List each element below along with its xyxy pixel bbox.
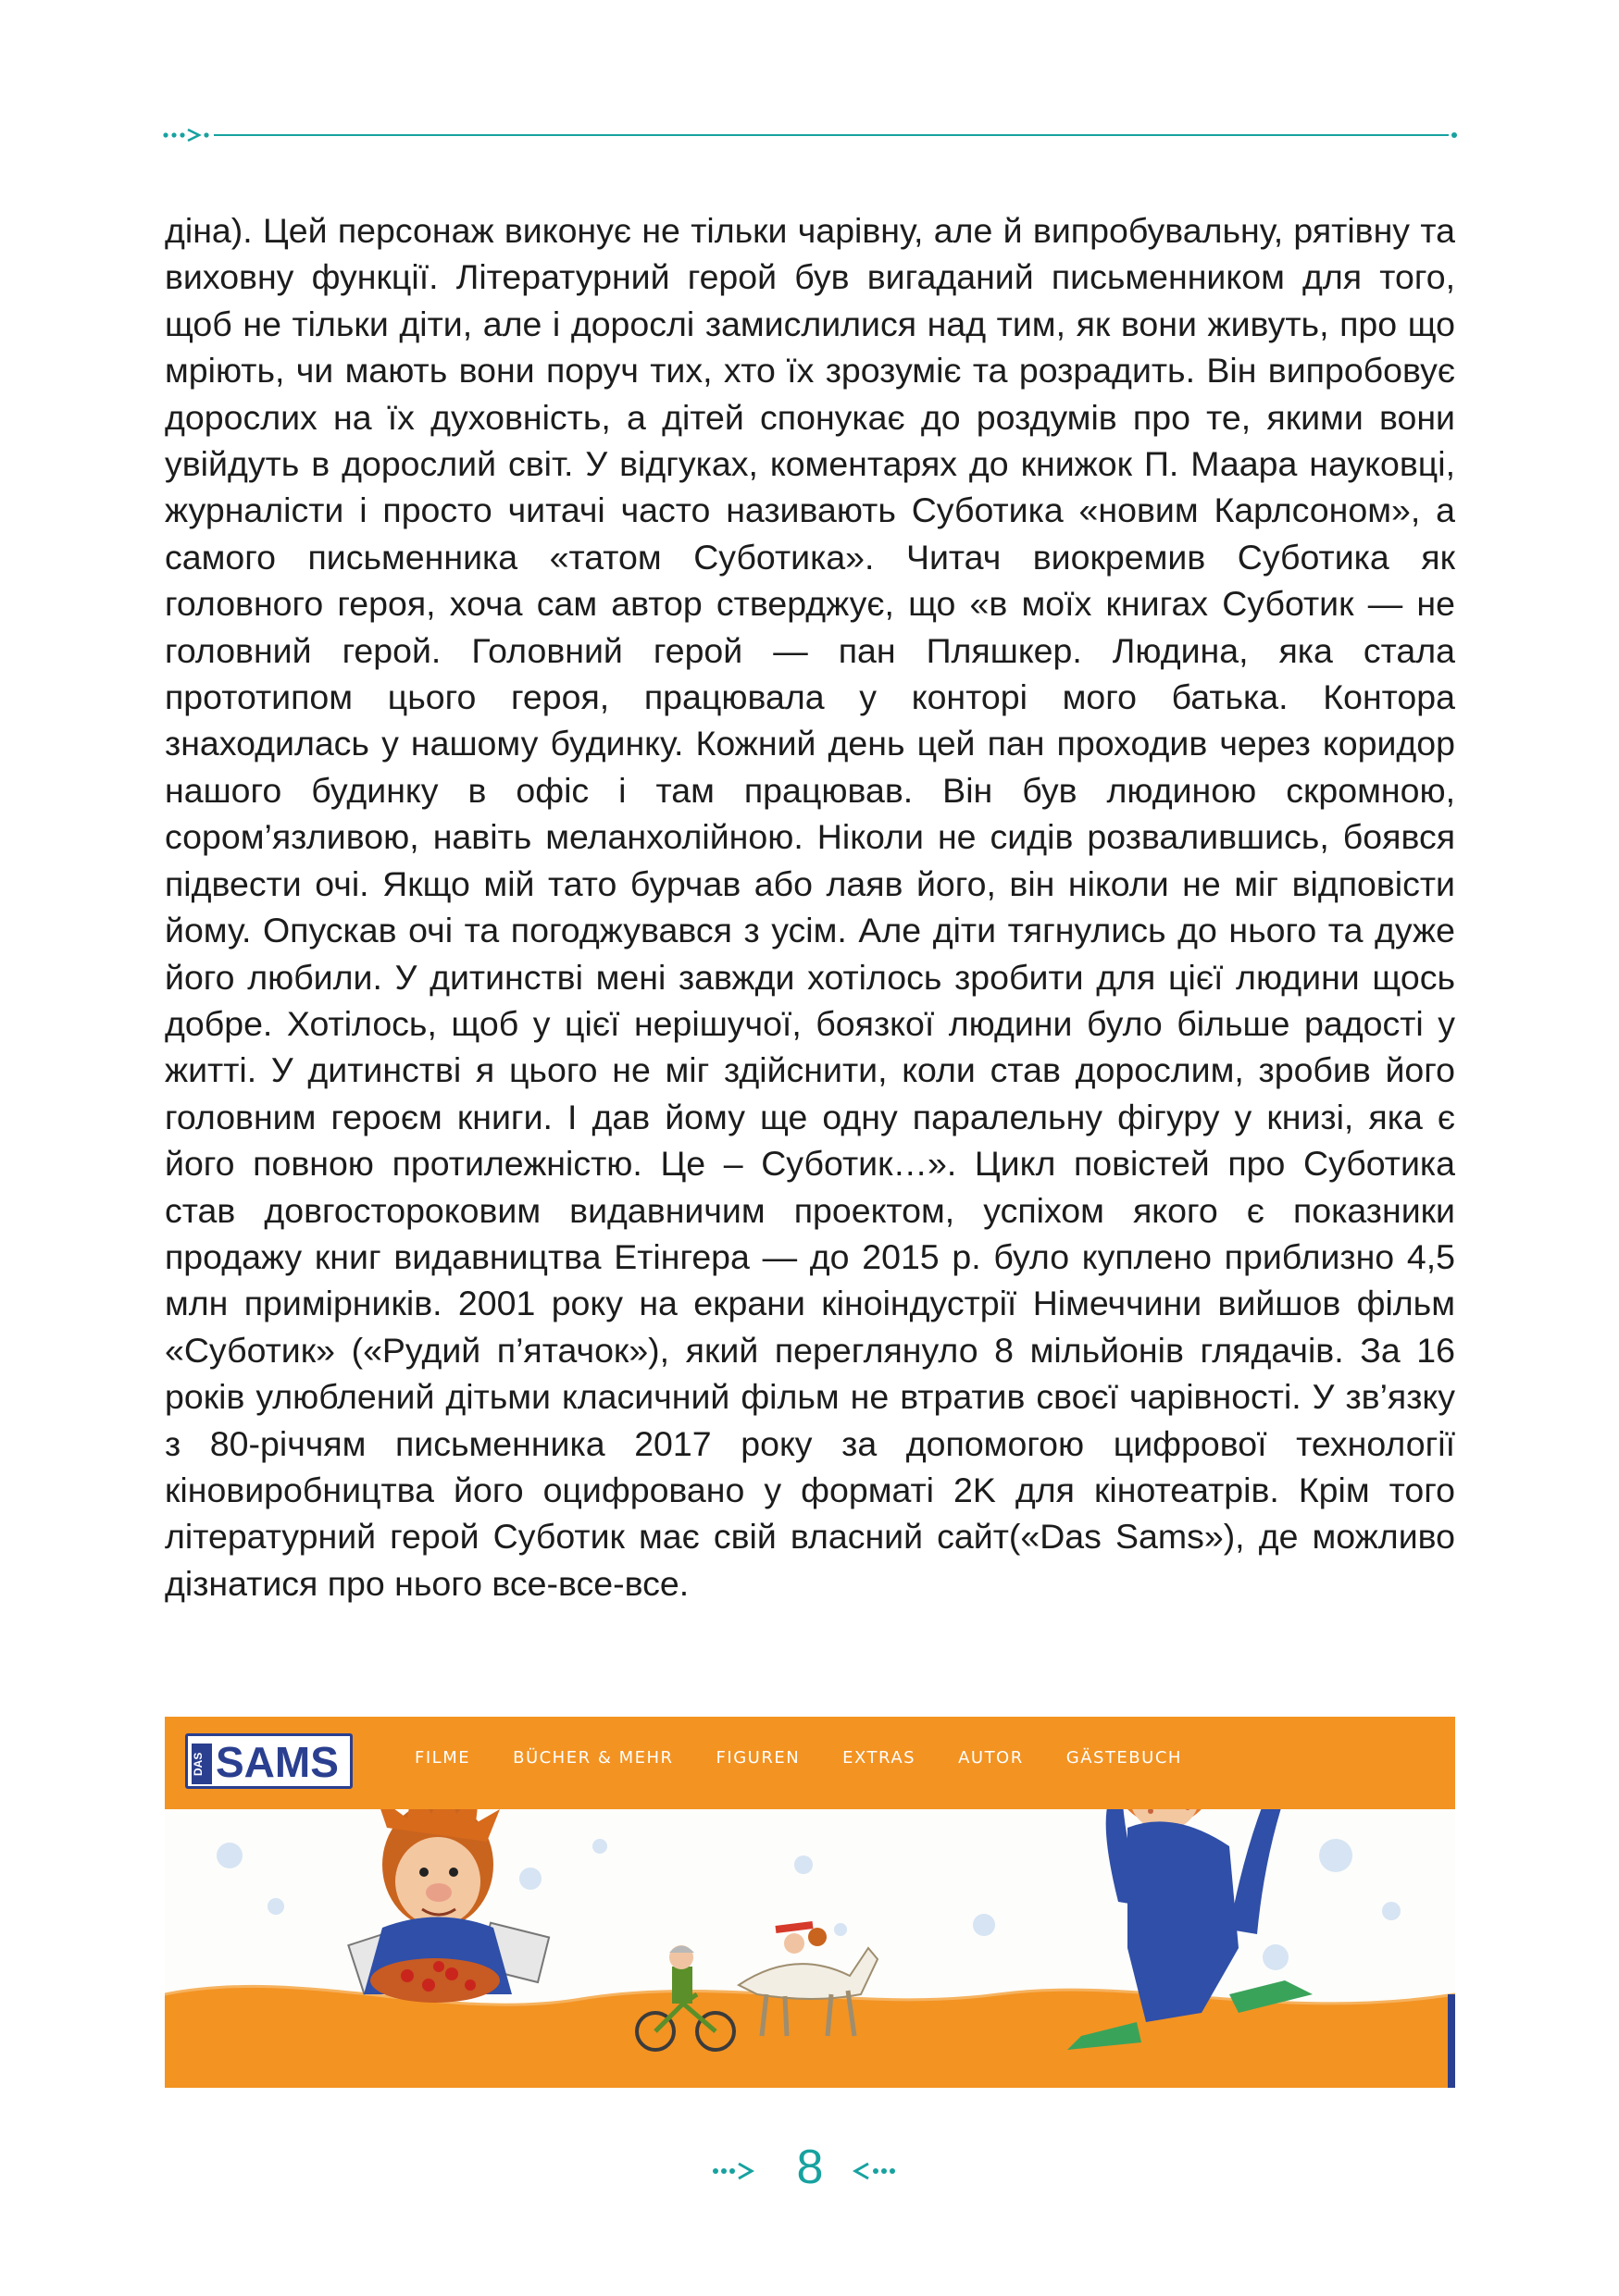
header-rule <box>162 128 1458 143</box>
arrow-left-icon <box>855 2164 868 2178</box>
body-paragraph: діна). Цей персонаж виконує не тільки чарівну, але й випробувальну, рятівну та виховну функції. Літературний герой був вигаданий письменником для того, щоб не тільки діти, але і дорослі замислилися над тим, як вони живуть, про що мріють, чи мають вони поруч тих, хто їх зрозуміє та розрадить. Він випробовує дорослих на їх духовність, а дітей спонукає до роздумів про те, якими вони увійдуть в дорослий світ. У відгуках, коментарях до книжок П. Маара науковці, журналісти і просто читачі часто називають Суботика «новим Карлсоном», а самого письменника «татом Суботика». Читач виокремив Суботика як головного героя, хоча сам автор стверджує, що «в моїх книгах Суботик — не головний герой. Головний герой — пан Пляшкер. Людина, яка стала прототипом цього героя, працювала у конторі мого батька. Контора знаходилась у нашому будинку. Кожний день цей пан проходив через коридор нашого будинку в офіс і там працював. Він був людиною скромною, сором’язливою, навіть меланхолійною. Ніколи не сидів розвалившись, боявся підвести очі. Якщо мій тато бурчав або лаяв його, він ніколи не міг відповісти йому. Опускав очі та погоджувався з усім. Але діти тягнулись до нього та дуже його любили. У дитинстві мені завжди хотілось зробити для цієї людини щось добре. Хотілось, щоб у цієї нерішучої, боязкої людини було більше радості у житті. У дитинстві я цього не міг здійснити, коли став дорослим, зробив його головним героєм книги. І дав йому ще одну паралельну фігуру у книзі, яка є його повною протилежністю. Це – Суботик…». Цикл повістей про Суботика став довгостороковим видавничим проектом, успіхом якого є показники продажу книг видавництва Етінгера — до 2015 р. було куплено приблизно 4,5 млн примірників. 2001 року на екрани кіноіндустрії Німеччини вийшов фільм «Суботик» («Рудий п’ятачок»), який переглянуло 8 мільйонів глядачів. За 16 років улюблений дітьми класичний фільм не втратив своєї чарівності. У зв’язку з 80-річчям письменника 2017 року за допомогою цифрової технології кіновиробництва його оцифровано у форматі 2K для кінотеатрів. Крім того літературний герой Суботик має свій власний сайт(«Das Sams»), де можливо дізнатися про нього все-все-все. <box>165 211 1455 1603</box>
das-sams-logo[interactable] <box>185 1733 353 1789</box>
website-nav-bar <box>165 1717 1455 1809</box>
nav-item-filme[interactable]: FILME <box>415 1748 471 1768</box>
page-number: 8 <box>796 2141 824 2194</box>
nav-item-buecher-mehr[interactable]: BÜCHER & MEHR <box>513 1748 674 1768</box>
arrow-right-icon <box>188 130 199 141</box>
arrow-right-icon <box>739 2164 752 2178</box>
logo-das-text: DAS <box>192 1744 212 1784</box>
website-nav-menu <box>415 1748 1225 1768</box>
nav-item-extras[interactable]: EXTRAS <box>842 1748 916 1768</box>
nav-item-figuren[interactable]: FIGUREN <box>716 1748 801 1768</box>
nav-item-autor[interactable]: AUTOR <box>958 1748 1024 1768</box>
logo-sams-text: SAMS <box>216 1738 339 1786</box>
sams-pizza-character <box>348 1780 549 2003</box>
nav-item-gaestebuch[interactable]: GÄSTEBUCH <box>1065 1748 1182 1768</box>
website-screenshot <box>165 1717 1455 2088</box>
